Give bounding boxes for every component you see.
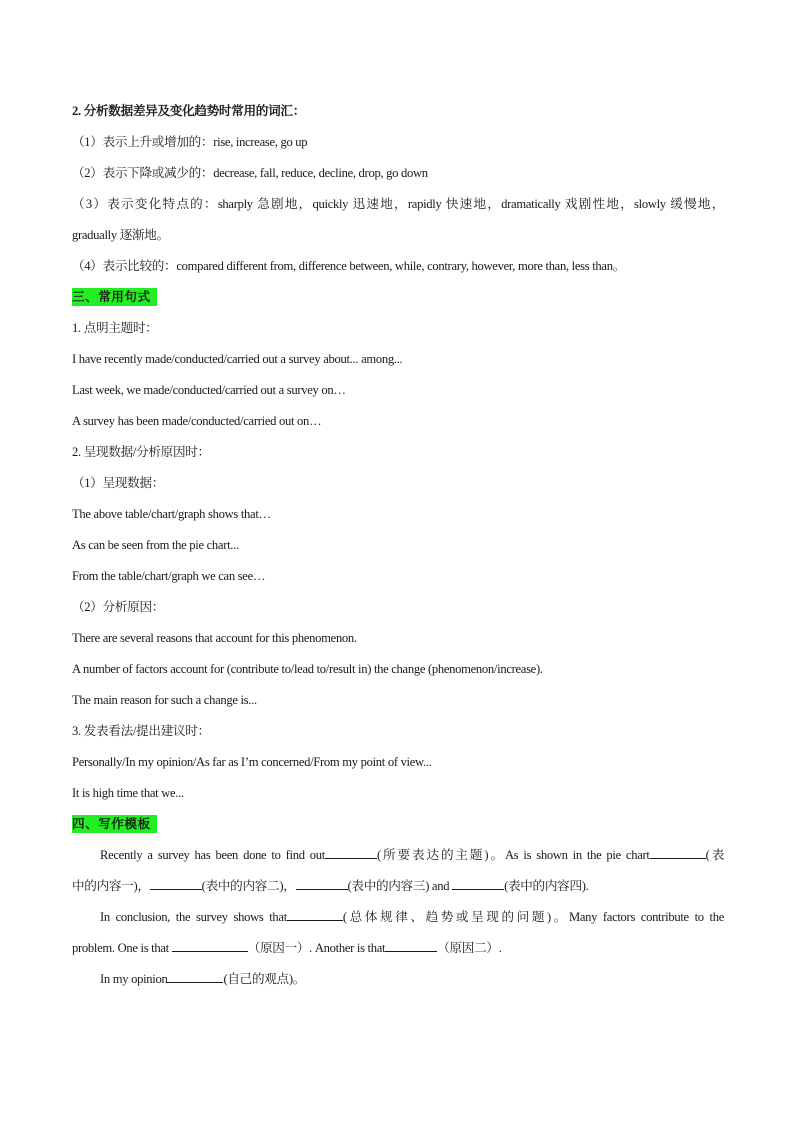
template-paragraph-1-line1 [72, 840, 724, 871]
template-text: Recently a survey has been done to find out [100, 848, 325, 862]
document-page [72, 96, 724, 995]
template-paragraph-3 [72, 964, 724, 995]
blank-topic [325, 846, 377, 859]
vocab-features-line1: （3）表示变化特点的：sharply 急剧地，quickly 迅速地，rapidly 快速地，dramatically 戏剧性地，slowly 缓慢地， [72, 197, 724, 211]
section-template [72, 809, 724, 840]
reason-sentence-1: There are several reasons that account for this phenomenon. [72, 631, 357, 645]
blank-reason-2 [385, 939, 437, 952]
blank-content-2 [150, 877, 202, 890]
opinion-sentence-2: It is high time that we... [72, 786, 184, 800]
template-text: (自己的观点)。 [223, 972, 306, 986]
template-text: (表中的内容四). [504, 879, 589, 893]
blank-conclusion [287, 908, 343, 921]
present-sentence-1: The above table/chart/graph shows that… [72, 507, 271, 521]
template-paragraph-2-line2 [72, 933, 724, 964]
section-sentences [72, 282, 724, 313]
reason-sentence-3: The main reason for such a change is... [72, 693, 257, 707]
section-heading-sentences: 三、常用句式 [72, 288, 157, 306]
blank-reason-1 [172, 939, 248, 952]
blank-content-1 [650, 846, 706, 859]
template-text: (所要表达的主题)。As is shown in the pie chart [376, 848, 650, 862]
present-heading: （1）呈现数据： [72, 476, 165, 490]
template-text: 中的内容一)， [72, 879, 150, 893]
section-heading-template: 四、写作模板 [72, 815, 157, 833]
opinion-heading: 3. 发表看法/提出建议时： [72, 724, 210, 738]
topic-sentence-1: I have recently made/conducted/carried out a survey about... among... [72, 352, 403, 366]
vocab-fall: （2）表示下降或减少的：decrease, fall, reduce, decline, drop, go down [72, 166, 428, 180]
reason-heading: （2）分析原因： [72, 600, 165, 614]
data-heading: 2. 呈现数据/分析原因时： [72, 445, 210, 459]
template-paragraph-2-line1 [72, 902, 724, 933]
vocab-heading: 2. 分析数据差异及变化趋势时常用的词汇： [72, 104, 305, 118]
reason-sentence-2: A number of factors account for (contribute to/lead to/result in) the change (phenomenon/increase). [72, 662, 543, 676]
present-sentence-3: From the table/chart/graph we can see… [72, 569, 266, 583]
opinion-sentence-1: Personally/In my opinion/As far as I’m concerned/From my point of view... [72, 755, 432, 769]
topic-heading: 1. 点明主题时： [72, 321, 158, 335]
template-text: （原因一）. Another is that [247, 941, 386, 955]
template-text: (表中的内容三) and [347, 879, 450, 893]
blank-content-4 [452, 877, 504, 890]
template-text: In conclusion, the survey shows that [100, 910, 287, 924]
topic-sentence-2: Last week, we made/conducted/carried out a survey on… [72, 383, 346, 397]
template-text: problem. One is that [72, 941, 169, 955]
blank-content-3 [296, 877, 348, 890]
template-text: In my opinion [100, 972, 168, 986]
template-text: (表中的内容二)， [201, 879, 296, 893]
vocab-rise: （1）表示上升或增加的：rise, increase, go up [72, 135, 308, 149]
template-text: （原因二）. [437, 941, 502, 955]
blank-opinion [167, 970, 223, 983]
vocab-compare: （4）表示比较的：compared different from, difference between, while, contrary, however, more than, less than。 [72, 259, 625, 273]
template-text: (总体规律、趋势或呈现的问题)。Many factors contribute to the [342, 910, 724, 924]
vocab-features-line2: gradually 逐渐地。 [72, 228, 169, 242]
template-text: (表 [705, 848, 724, 862]
topic-sentence-3: A survey has been made/conducted/carried out on… [72, 414, 322, 428]
present-sentence-2: As can be seen from the pie chart... [72, 538, 239, 552]
template-paragraph-1-line2 [72, 871, 724, 902]
